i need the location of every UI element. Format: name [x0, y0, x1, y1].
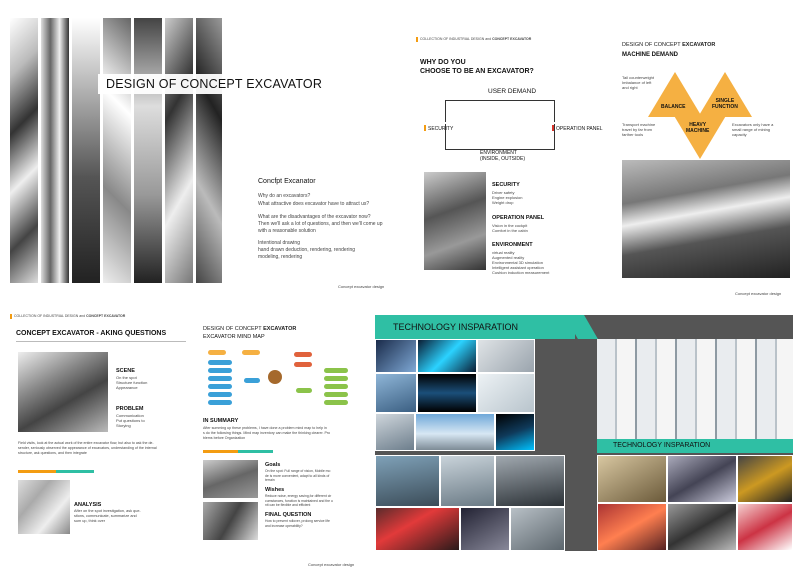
header-label-text: COLLECTION OF INDUSTRIAL DESIGN — [14, 314, 79, 318]
environment-label: ENVIRONMENT (INSIDE, OUTSIDE) — [480, 150, 526, 162]
tech-image — [510, 507, 565, 551]
demand-title-prefix: DESIGN OF CONCEPT — [622, 42, 681, 48]
demand-title — [622, 42, 715, 49]
header-label-text: COLLECTION OF INDUSTRIAL DESIGN — [420, 37, 485, 41]
photo-stripe — [72, 18, 100, 283]
mind-node — [208, 400, 232, 405]
mind-title — [203, 326, 296, 333]
mind-node — [324, 384, 348, 389]
list-environment-items: virtual reality Augmented reality Environmental 3D simulation Intelligent assistant operation Cushion induction measurement — [492, 250, 550, 275]
tech-image — [460, 507, 510, 551]
note-2: Transport machine travel by far from farther tools — [622, 122, 656, 137]
header-label — [420, 36, 531, 43]
heavy-machine-label: HEAVY MACHINE — [686, 122, 710, 134]
mind-node — [324, 392, 348, 397]
mind-node — [208, 350, 226, 355]
photo-stripe — [103, 18, 131, 283]
header-bold: CONCEPT EXCAVATOR — [86, 314, 126, 318]
photo-stripe — [10, 18, 38, 283]
summary-label: IN SUMMARY — [203, 418, 239, 424]
final-question-label: FINAL QUESTION — [265, 512, 312, 518]
spread-design-of-concept — [8, 18, 388, 293]
tech-image — [477, 339, 535, 373]
meeting-photo-2 — [203, 502, 258, 540]
demand-title-bold: EXCAVATOR — [682, 42, 716, 48]
goals-label: Goals — [265, 462, 281, 468]
wishes-label: Wishes — [265, 487, 285, 493]
header-accent — [10, 314, 12, 319]
analysis-label: ANALYSIS — [74, 502, 102, 508]
single-function-label: SINGLE FUNCTION — [712, 98, 738, 110]
divider-orange — [18, 470, 56, 473]
tech-image — [477, 373, 535, 413]
header-and: and — [79, 314, 86, 318]
section-title: Concfpt Excanator — [258, 178, 316, 185]
mind-node — [324, 376, 348, 381]
demand-box-inner — [432, 122, 566, 124]
security-accent — [424, 125, 426, 131]
machine-demand-label: MACHINE DEMAND — [622, 52, 678, 58]
page-footer: Concept excavator design — [308, 562, 355, 567]
triangle-balance — [648, 72, 702, 117]
analysis-photo — [18, 480, 70, 534]
meeting-photo-1 — [203, 460, 258, 498]
analysis-items: After on the spot investigation, ask que- stions, communicate, summarize and sum up, think over — [74, 509, 141, 523]
spread-why-excavator — [410, 30, 795, 300]
mind-node — [324, 368, 348, 373]
header-label — [14, 313, 125, 320]
goals-text: On the spot: Full range of vision, Mobile mo de is more convenient, adapt to all kinds of terrain — [265, 469, 331, 483]
tech-image — [667, 503, 737, 551]
spread-asking-questions — [8, 312, 363, 574]
tech-image — [495, 455, 565, 507]
question-line: Then we'll ask a lot of questions, and then we'll come up — [258, 221, 383, 227]
note-3: Excavators only have a small range of mining capacity — [732, 122, 774, 137]
mind-node — [208, 392, 232, 397]
title-underline — [16, 341, 186, 342]
divider-orange — [203, 450, 238, 453]
mind-node — [208, 368, 232, 373]
triangle-heavy — [673, 114, 727, 159]
asking-title: CONCEPT EXCAVATOR - AKING QUESTIONS — [16, 330, 167, 337]
operation-label: OPERATION PANEL — [556, 126, 603, 132]
why-title: WHY DO YOU CHOOSE TO BE AN EXCAVATOR? — [420, 59, 534, 75]
wishes-text: Reduce noise, energy saving,for different cir cumstances, function is maintained and the u nit can be flexible and efficient — [265, 494, 333, 508]
collage-board — [597, 339, 793, 439]
tech-image — [737, 503, 793, 551]
balance-label: BALANCE — [661, 104, 686, 110]
mind-node — [208, 384, 232, 389]
step-line: modeling, rendering — [258, 254, 303, 260]
tech-subtitle: TECHNOLOGY INSPARATION — [613, 442, 711, 449]
operation-accent — [552, 125, 554, 131]
tech-image — [597, 503, 667, 551]
presentation-photo — [622, 160, 790, 278]
summary-text: After summing up these problems, I have done a problem mind map to help in s do the following things. Mind map inventory can make the thinking clearer. Pro blems before Organization — [203, 426, 331, 440]
tech-image — [375, 339, 417, 373]
demand-box — [445, 100, 555, 150]
mind-map-diagram — [204, 348, 354, 410]
tech-image — [375, 413, 415, 451]
mind-title-prefix: DESIGN OF CONCEPT — [203, 326, 262, 332]
header-bold: CONCEPT EXCAVATOR — [492, 37, 532, 41]
list-security: SECURITY — [492, 182, 520, 188]
photo-stripe — [165, 18, 193, 283]
scene-label: SCENE — [116, 368, 135, 374]
divider-teal — [238, 450, 273, 453]
tech-image — [417, 373, 477, 413]
list-environment: ENVIRONMENT — [492, 242, 533, 248]
tech-title: TECHNOLOGY INSPARATION — [393, 322, 519, 332]
scene-items: On the spot Structure function Appearance — [116, 375, 148, 390]
user-demand-label: USER DEMAND — [488, 88, 537, 95]
problem-items: Communication Put questions to Storying — [116, 413, 145, 428]
list-operation: OPERATION PANEL — [492, 215, 545, 221]
security-label: SECURITY — [428, 126, 454, 132]
mind-map-label: EXCAVATOR MIND MAP — [203, 334, 265, 340]
tech-image — [667, 455, 737, 503]
question-line: What attractive does excavator have to attract us? — [258, 201, 370, 207]
mind-node — [208, 376, 232, 381]
mind-node — [242, 350, 260, 355]
tech-image — [417, 339, 477, 373]
tech-image — [495, 413, 535, 451]
photo-stripe — [196, 18, 222, 283]
list-operation-items: Vision in the cockpit Comfort in the cabin — [492, 223, 528, 233]
tech-image — [375, 373, 417, 413]
photo-stripe — [41, 18, 69, 283]
spread-technology — [375, 315, 793, 551]
mind-node — [324, 400, 348, 405]
question-line: Why do an excavators? — [258, 193, 311, 199]
mind-node — [208, 360, 232, 365]
scene-photo — [18, 352, 108, 432]
tech-image — [375, 507, 460, 551]
tech-image — [375, 455, 440, 507]
mind-node — [294, 352, 312, 357]
step-line: hand drawn deduction, rendering, rendering — [258, 247, 356, 253]
office-photo — [424, 172, 486, 270]
mind-node — [294, 362, 312, 367]
tech-image — [737, 455, 793, 503]
page-footer: Concept excavator design — [338, 284, 385, 289]
question-line: with a reasonable solution — [258, 228, 316, 234]
tech-image — [440, 455, 495, 507]
final-text: How to present rollover, prolong service life and increase operability? — [265, 519, 330, 528]
page-footer: Concept excavator design — [735, 291, 782, 296]
divider-teal — [56, 470, 94, 473]
note-1: Tail counterweight Imbalance of left and right — [622, 75, 655, 90]
photo-stripe — [134, 18, 162, 283]
mind-node — [296, 388, 312, 393]
triangle-single — [698, 72, 752, 117]
problem-label: PROBLEM — [116, 406, 144, 412]
question-line: What are the disadvantages of the excavator now? — [258, 214, 371, 220]
list-security-items: Driver safety Engine explosion Weight drop — [492, 190, 523, 205]
mind-node — [244, 378, 260, 383]
mind-title-bold: EXCAVATOR — [263, 326, 297, 332]
step-line: Intentional drawing — [258, 240, 300, 246]
header-accent — [416, 37, 418, 42]
field-paragraph: Field visits, look at the actual work of the entire excavator flow, but also to ask the de- sender, seriously observed the appearance of excavators, understanding of the internal structure, ask questions, and then integrate — [18, 441, 157, 455]
tech-image — [415, 413, 495, 451]
mind-map-center — [268, 370, 282, 384]
page-title: DESIGN OF CONCEPT EXCAVATOR — [106, 77, 323, 91]
tech-image — [597, 455, 667, 503]
header-and: and — [485, 37, 492, 41]
